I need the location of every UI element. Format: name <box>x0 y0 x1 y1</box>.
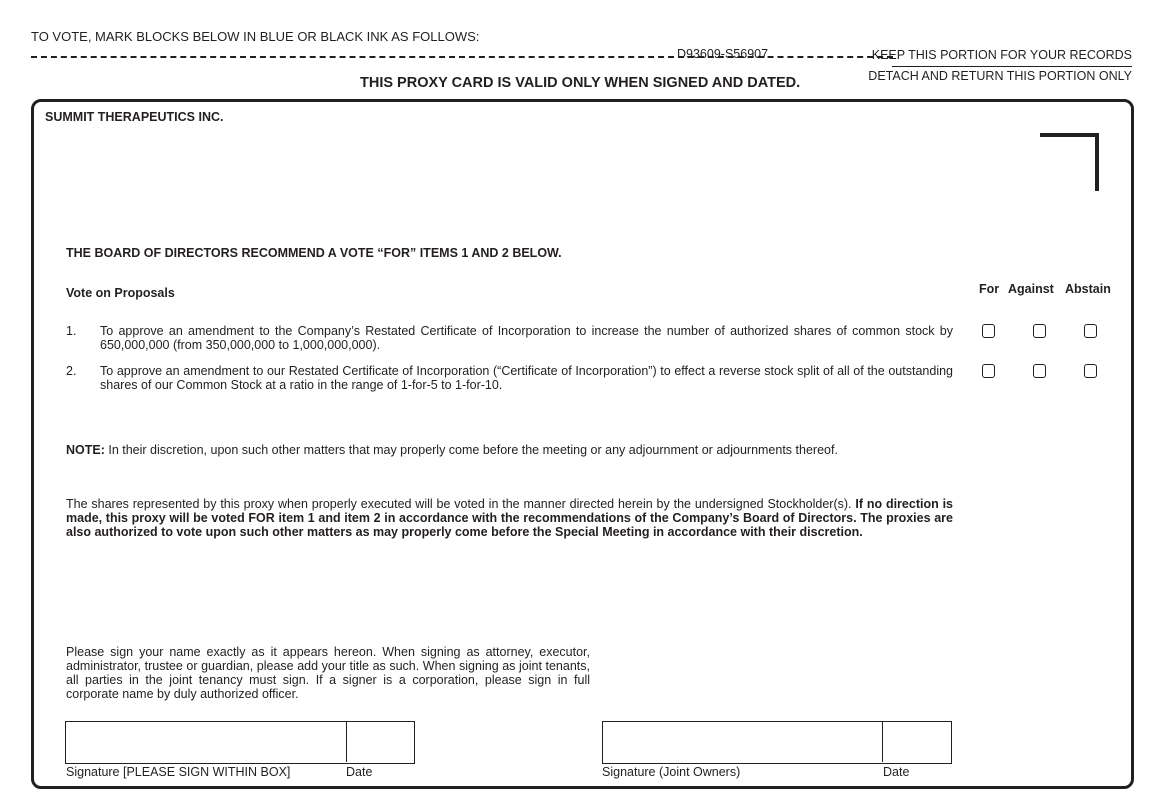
joint-signature-date-label: Date <box>883 765 910 779</box>
vote-on-proposals-heading: Vote on Proposals <box>66 286 175 300</box>
signature-date-label: Date <box>346 765 373 779</box>
proposal-2-against-checkbox[interactable] <box>1033 364 1046 378</box>
proposal-2-abstain-checkbox[interactable] <box>1084 364 1097 378</box>
note-label: NOTE: <box>66 443 105 457</box>
signature-date-divider <box>346 721 347 762</box>
shares-text: The shares represented by this proxy when properly executed will be voted in the manner directed herein by the undersigned Stockholder(s). <box>66 497 856 511</box>
proposal-2-text: To approve an amendment to our Restated Certificate of Incorporation (“Certificate of Incorporation”) to effect a reverse stock split of all of the outstanding shares of our Common Stock at a ratio in the range of 1-for-5 to 1-for-10. <box>100 364 953 392</box>
proposal-1-abstain-checkbox[interactable] <box>1084 324 1097 338</box>
proposal-1-for-checkbox[interactable] <box>982 324 995 338</box>
voting-instruction: TO VOTE, MARK BLOCKS BELOW IN BLUE OR BLACK INK AS FOLLOWS: <box>31 29 480 44</box>
proposal-1-against-checkbox[interactable] <box>1033 324 1046 338</box>
signing-instructions: Please sign your name exactly as it appears hereon. When signing as attorney, executor, administrator, trustee or guardian, please add your title as such. When signing as joint tenants, all parties in the joint tenancy must sign. If a signer is a corporation, please sign in full corporate name by duly authorized officer. <box>66 645 590 701</box>
keep-portion-label: KEEP THIS PORTION FOR YOUR RECORDS <box>871 48 1132 62</box>
proposal-2-for-checkbox[interactable] <box>982 364 995 378</box>
shares-statement <box>66 497 953 539</box>
joint-signature-label: Signature (Joint Owners) <box>602 765 741 779</box>
proposal-2-number: 2. <box>66 364 77 378</box>
note <box>66 443 838 457</box>
proposal-1-number: 1. <box>66 324 77 338</box>
validity-statement: THIS PROXY CARD IS VALID ONLY WHEN SIGNED AND DATED. <box>360 75 801 91</box>
signature-label: Signature [PLEASE SIGN WITHIN BOX] <box>66 765 291 779</box>
joint-signature-box[interactable] <box>602 721 952 764</box>
column-for: For <box>979 282 1000 296</box>
keep-portion-rule <box>892 66 1132 67</box>
board-recommendation: THE BOARD OF DIRECTORS RECOMMEND A VOTE “FOR” ITEMS 1 AND 2 BELOW. <box>66 246 562 260</box>
proposal-1-text: To approve an amendment to the Company’s Restated Certificate of Incorporation to increase the number of authorized shares of common stock by 650,000,000 (from 350,000,000 to 1,000,000,000). <box>100 324 953 352</box>
control-number: D93609-S56907 <box>677 47 769 61</box>
corner-registration-mark <box>1040 133 1099 191</box>
column-abstain: Abstain <box>1065 282 1111 296</box>
joint-signature-date-divider <box>882 721 883 762</box>
signature-box[interactable] <box>65 721 415 764</box>
column-against: Against <box>1008 282 1054 296</box>
company-name: SUMMIT THERAPEUTICS INC. <box>45 110 224 124</box>
note-text: In their discretion, upon such other matters that may properly come before the meeting or any adjournment or adjournments thereof. <box>104 443 838 457</box>
detach-portion-label: DETACH AND RETURN THIS PORTION ONLY <box>868 69 1132 83</box>
shares-bold-text: If no direction is made, this proxy will be voted FOR item 1 and item 2 in accordance with the recommendations of the Company’s Board of Directors. The proxies are also authorized to vote upon such other matters as may properly come before the Special Meeting in accordance with their discretion. <box>66 497 953 539</box>
